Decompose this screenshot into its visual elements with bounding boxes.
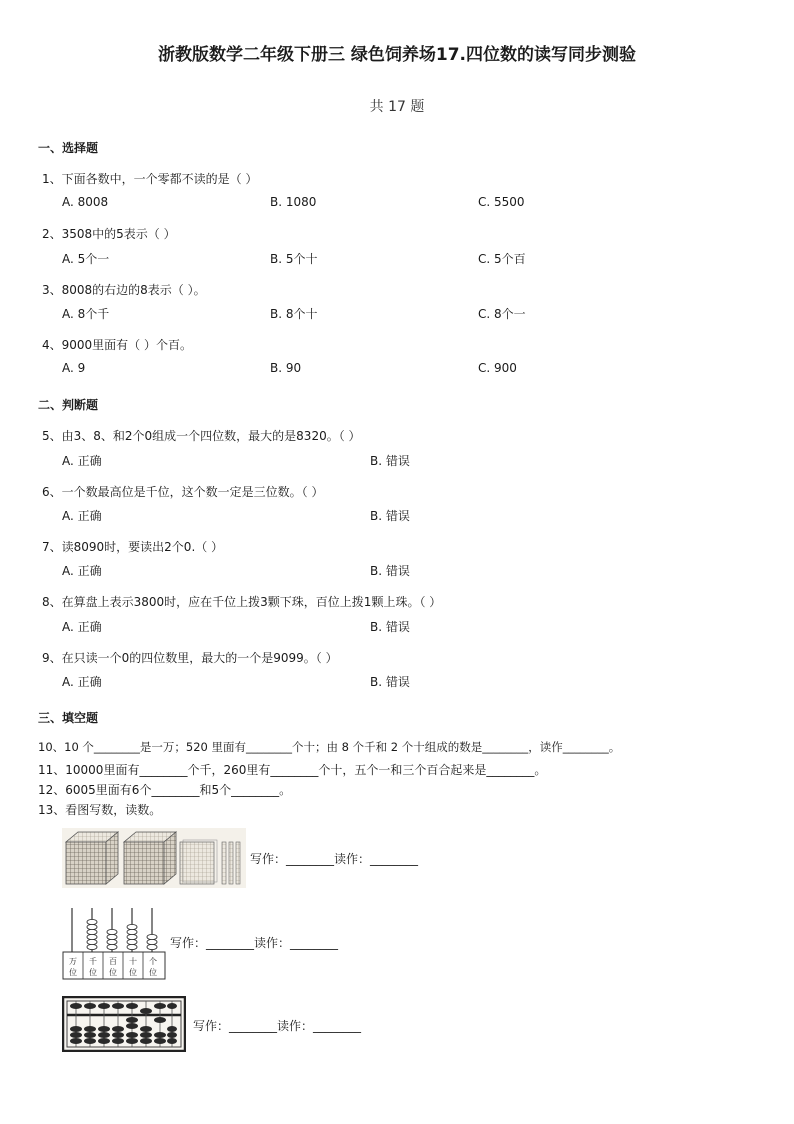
option-b[interactable]: B. 错误 bbox=[370, 509, 410, 523]
fill-question: 13、看图写数，读数。 bbox=[38, 803, 162, 817]
ten-rods bbox=[222, 842, 240, 884]
thousand-cube bbox=[66, 832, 118, 884]
place-label: 千 bbox=[89, 957, 97, 966]
figure-answer-line: 写作：________读作：________ bbox=[193, 1019, 362, 1033]
section-heading-choice: 一、选择题 bbox=[38, 141, 99, 155]
fill-question: 10、10 个________是一万；520 里面有________个十；由 8 个千和 2 个十组成的数是________，读作________。 bbox=[38, 740, 621, 754]
fill-question: 12、6005里面有6个________和5个________。 bbox=[38, 783, 292, 797]
option-a[interactable]: A. 正确 bbox=[62, 620, 102, 634]
option-b[interactable]: B. 8个十 bbox=[270, 307, 318, 321]
option-c[interactable]: C. 8个一 bbox=[478, 307, 526, 321]
question-stem: 1、下面各数中，一个零都不读的是（ ） bbox=[42, 172, 258, 186]
place-label: 万 bbox=[69, 957, 77, 966]
place-label: 位 bbox=[129, 968, 137, 977]
question-stem: 2、3508中的5表示（ ） bbox=[42, 227, 176, 241]
place-label: 位 bbox=[109, 968, 117, 977]
figure-answer-line: 写作：________读作：________ bbox=[250, 852, 419, 866]
option-a[interactable]: A. 正确 bbox=[62, 509, 102, 523]
place-label: 位 bbox=[89, 968, 97, 977]
question-stem: 6、一个数最高位是千位，这个数一定是三位数。（ ） bbox=[42, 485, 324, 499]
option-a[interactable]: A. 8008 bbox=[62, 195, 109, 209]
thousand-cube bbox=[124, 832, 176, 884]
option-a[interactable]: A. 正确 bbox=[62, 675, 102, 689]
option-a[interactable]: A. 正确 bbox=[62, 454, 102, 468]
option-a[interactable]: A. 5个一 bbox=[62, 252, 110, 266]
place-label: 百 bbox=[109, 957, 117, 966]
fill-question: 11、10000里面有________个千，260里有________个十，五个一和三个百合起来是________。 bbox=[38, 763, 547, 777]
option-b[interactable]: B. 5个十 bbox=[270, 252, 318, 266]
option-b[interactable]: B. 错误 bbox=[370, 564, 410, 578]
place-label: 位 bbox=[149, 968, 157, 977]
hundred-flats bbox=[180, 840, 217, 884]
figure-answer-line: 写作：________读作：________ bbox=[170, 936, 339, 950]
page-title: 浙教版数学二年级下册三 绿色饲养场17.四位数的读写同步测验 bbox=[157, 45, 637, 65]
option-a[interactable]: A. 9 bbox=[62, 361, 86, 375]
question-stem: 7、读8090时，要读出2个0.（ ） bbox=[42, 540, 224, 554]
counting-frame-figure bbox=[62, 902, 166, 980]
question-count: 共 17 题 bbox=[369, 99, 425, 115]
option-b[interactable]: B. 错误 bbox=[370, 620, 410, 634]
abacus-figure bbox=[62, 996, 186, 1052]
base-ten-blocks-figure bbox=[62, 828, 246, 888]
question-stem: 8、在算盘上表示3800时，应在千位上拨3颗下珠，百位上拨1颗上珠。（ ） bbox=[42, 595, 442, 609]
place-label: 十 bbox=[129, 957, 137, 966]
option-c[interactable]: C. 5500 bbox=[478, 195, 525, 209]
question-stem: 3、8008的右边的8表示（ ）。 bbox=[42, 283, 206, 297]
option-b[interactable]: B. 错误 bbox=[370, 454, 410, 468]
section-heading-judge: 二、判断题 bbox=[38, 398, 99, 412]
option-c[interactable]: C. 5个百 bbox=[478, 252, 526, 266]
option-b[interactable]: B. 错误 bbox=[370, 675, 410, 689]
option-a[interactable]: A. 8个千 bbox=[62, 307, 110, 321]
place-label: 个 bbox=[149, 957, 157, 966]
question-stem: 4、9000里面有（ ）个百。 bbox=[42, 338, 192, 352]
option-b[interactable]: B. 1080 bbox=[270, 195, 317, 209]
question-stem: 5、由3、8、和2个0组成一个四位数，最大的是8320。（ ） bbox=[42, 429, 361, 443]
option-a[interactable]: A. 正确 bbox=[62, 564, 102, 578]
place-label: 位 bbox=[69, 968, 77, 977]
section-heading-fill: 三、填空题 bbox=[38, 711, 99, 725]
option-c[interactable]: C. 900 bbox=[478, 361, 517, 375]
option-b[interactable]: B. 90 bbox=[270, 361, 302, 375]
question-stem: 9、在只读一个0的四位数里，最大的一个是9099。（ ） bbox=[42, 651, 338, 665]
